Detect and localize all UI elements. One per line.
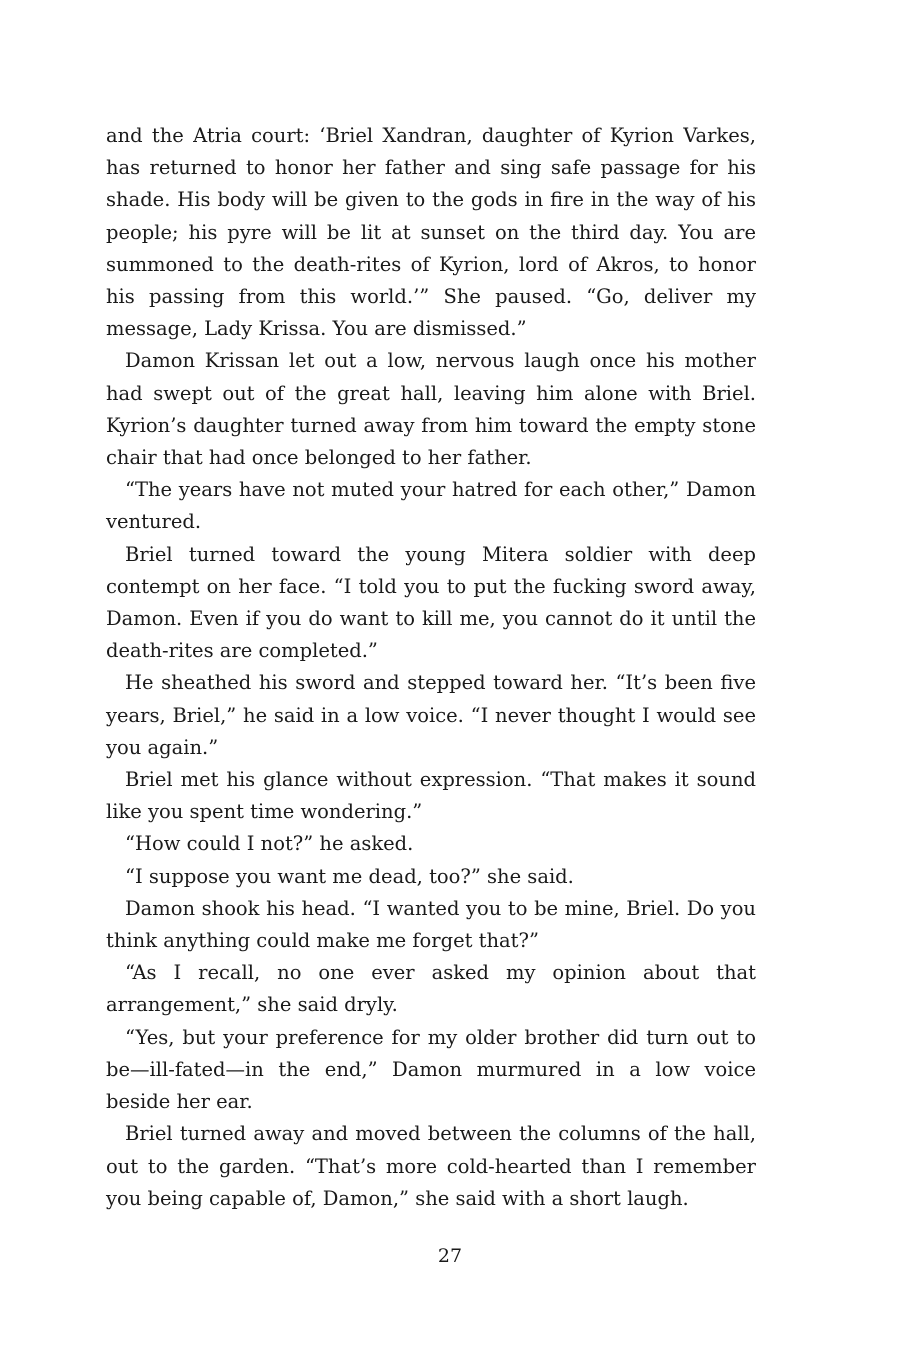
page-body [106, 120, 756, 1215]
paragraph: Briel turned away and moved between the columns of the hall, out to the garden. “That’s more cold-hearted than I remember you being capable of, Damon,” she said with a short laugh. [106, 1122, 756, 1210]
page-number: 27 [437, 1245, 463, 1267]
paragraph: and the Atria court: ‘Briel Xandran, daughter of Kyrion Varkes, has returned to honor her father and sing safe passage for his shade. His body will be given to the gods in fire in the way of his people; his pyre will be lit at sunset on the third day. You are summoned to the death-rites of Kyrion, lord of Akros, to honor his passing from this world.’” She paused. “Go, deliver my message, Lady Krissa. You are dismissed.” [106, 124, 756, 341]
paragraph: “Yes, but your preference for my older brother did turn out to be—ill-fated—in the end,” Damon murmured in a low voice beside her ear. [106, 1025, 756, 1114]
paragraph: “As I recall, no one ever asked my opinion about that arrangement,” she said dryly. [106, 961, 756, 1017]
paragraph: Briel met his glance without expression. “That makes it sound like you spent time wondering.” [106, 768, 756, 824]
paragraph: Briel turned toward the young Mitera soldier with deep contempt on her face. “I told you to put the fucking sword away, Damon. Even if you do want to kill me, you cannot do it until the death-rites are completed.” [106, 542, 756, 663]
paragraph: “I suppose you want me dead, too?” she said. [125, 864, 574, 888]
paragraph: He sheathed his sword and stepped toward her. “It’s been five years, Briel,” he said in a low voice. “I never thought I would see you again.” [106, 671, 756, 759]
paragraph: “The years have not muted your hatred for each other,” Damon ventured. [106, 478, 756, 534]
paragraph: Damon shook his head. “I wanted you to be mine, Briel. Do you think anything could make me forget that?” [106, 896, 756, 953]
paragraph: Damon Krissan let out a low, nervous laugh once his mother had swept out of the great hall, leaving him alone with Briel. Kyrion’s daughter turned away from him toward the empty stone chair that had once belonged to her father. [106, 349, 756, 470]
paragraph: “How could I not?” he asked. [125, 832, 414, 856]
